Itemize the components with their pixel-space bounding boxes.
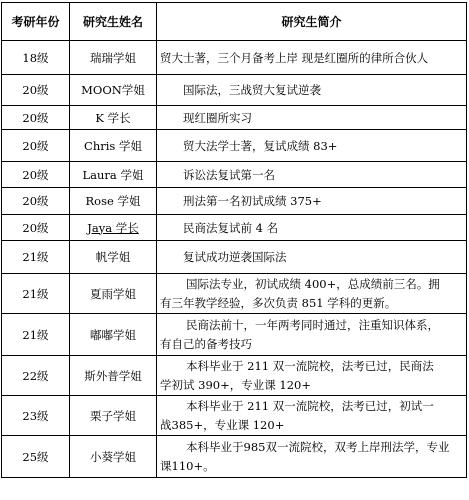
- name-cell: K 学长: [70, 106, 157, 130]
- year-cell: 20级: [2, 130, 70, 162]
- name-cell: 斯外普学姐: [70, 356, 157, 396]
- year-cell: 25级: [2, 436, 70, 478]
- year-cell: 23级: [2, 396, 70, 436]
- header-year: 考研年份: [2, 3, 70, 41]
- year-cell: 21级: [2, 241, 70, 274]
- intro-line: 本科毕业于985双一流院校，双考上岸刑法学，专业: [186, 439, 450, 454]
- intro-cell: 贸大法学士著，复试成绩 83+: [157, 130, 467, 162]
- year-cell: 20级: [2, 162, 70, 188]
- year-cell: 18级: [2, 41, 70, 75]
- intro-line: 学初试 390+，专业课 120+: [160, 377, 311, 392]
- name-cell: 嘟嘟学姐: [70, 314, 157, 356]
- profiles-table: [1, 2, 467, 478]
- name-cell: 夏雨学姐: [70, 274, 157, 314]
- table-row: [2, 130, 467, 162]
- intro-line: 民商法前十，一年两考同时通过，注重知识体系，: [186, 317, 439, 332]
- intro-cell: 国际法，三战贸大复试逆袭: [157, 75, 467, 106]
- intro-cell: 刑法第一名初试成绩 375+: [157, 188, 467, 215]
- intro-line: 有自己的备考技巧: [160, 336, 252, 351]
- name-cell: Laura 学姐: [70, 162, 157, 188]
- name-cell: MOON学姐: [70, 75, 157, 106]
- header-name: 研究生姓名: [70, 3, 157, 41]
- intro-line: 本科毕业于 211 双一流院校，法考已过，初试一: [186, 398, 434, 413]
- table-row: [2, 396, 467, 436]
- name-cell: Jaya 学长: [70, 215, 157, 241]
- table-row: [2, 241, 467, 274]
- intro-cell: [157, 356, 467, 396]
- intro-line: 国际法专业，初试成绩 400+，总成绩前三名。拥: [186, 276, 440, 291]
- intro-cell: 贸大士著，三个月备考上岸 现是红圈所的律所合伙人: [157, 41, 467, 75]
- year-cell: 21级: [2, 314, 70, 356]
- name-cell: 帆学姐: [70, 241, 157, 274]
- intro-line: 有三年教学经验，多次负责 851 学科的更新。: [160, 295, 397, 310]
- year-cell: 22级: [2, 356, 70, 396]
- name-cell: 栗子学姐: [70, 396, 157, 436]
- table-row: [2, 188, 467, 215]
- year-cell: 20级: [2, 75, 70, 106]
- intro-cell: 民商法复试前 4 名: [157, 215, 467, 241]
- table-row: [2, 75, 467, 106]
- intro-cell: 现红圈所实习: [157, 106, 467, 130]
- intro-line: 课110+。: [160, 458, 215, 473]
- intro-cell: 诉讼法复试第一名: [157, 162, 467, 188]
- table-row: [2, 436, 467, 478]
- table-row: [2, 215, 467, 241]
- name-cell: 瑞瑞学姐: [70, 41, 157, 75]
- intro-cell: [157, 274, 467, 314]
- table-row: [2, 106, 467, 130]
- name-cell: 小葵学姐: [70, 436, 157, 478]
- header-intro: 研究生简介: [157, 3, 467, 41]
- year-cell: 20级: [2, 215, 70, 241]
- intro-line: 战385+，专业课 120+: [160, 417, 285, 432]
- name-cell: Chris 学姐: [70, 130, 157, 162]
- intro-cell: 复试成功逆袭国际法: [157, 241, 467, 274]
- intro-line: 本科毕业于 211 双一流院校，法考已过，民商法: [186, 358, 434, 373]
- table-row: [2, 41, 467, 75]
- table-row: [2, 162, 467, 188]
- year-cell: 21级: [2, 274, 70, 314]
- table-row: [2, 314, 467, 356]
- intro-cell: [157, 314, 467, 356]
- intro-cell: [157, 396, 467, 436]
- intro-cell: [157, 436, 467, 478]
- table-row: [2, 356, 467, 396]
- header-row: [2, 3, 467, 41]
- table-row: [2, 274, 467, 314]
- year-cell: 20级: [2, 188, 70, 215]
- year-cell: 20级: [2, 106, 70, 130]
- name-cell: Rose 学姐: [70, 188, 157, 215]
